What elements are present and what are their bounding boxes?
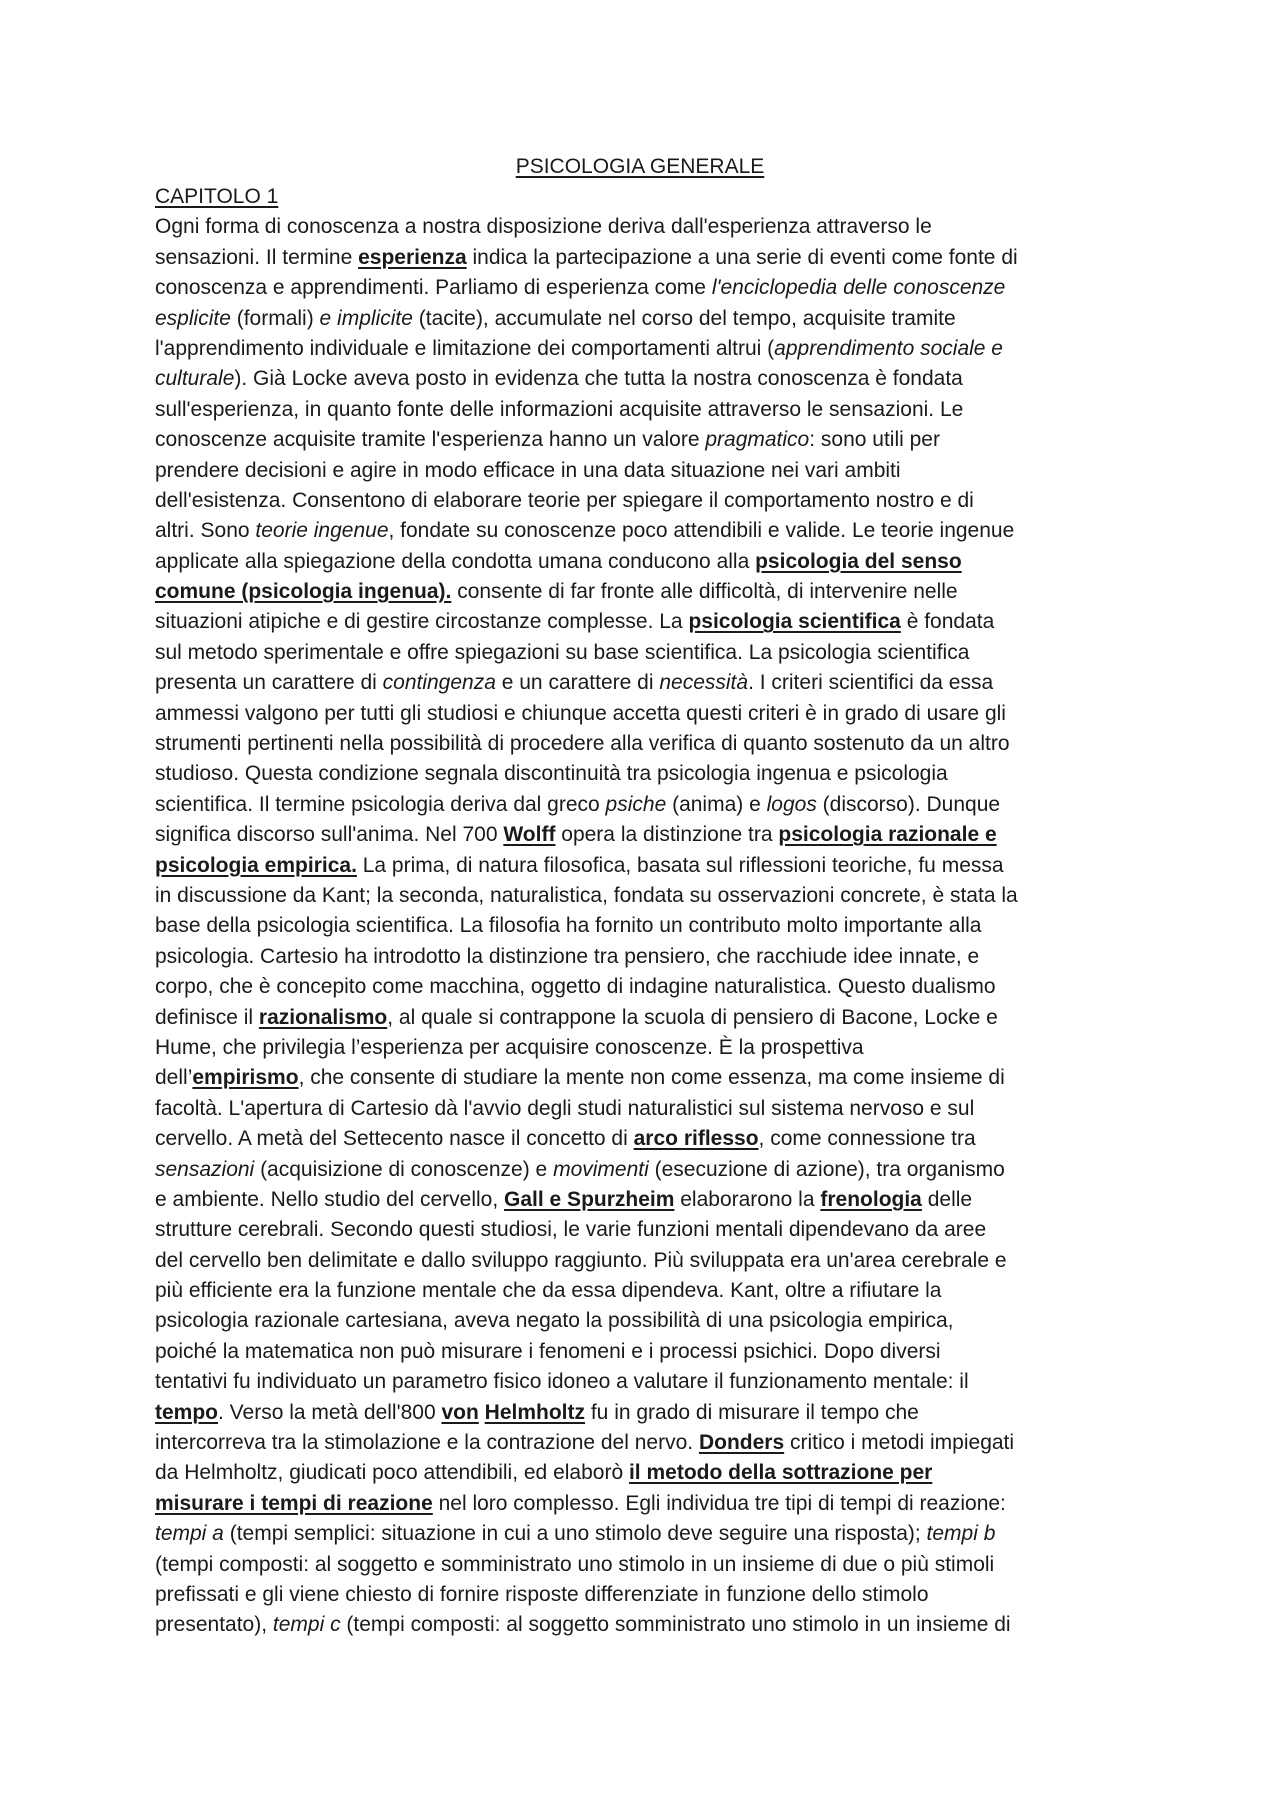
text-line [155, 942, 1155, 972]
text-run: è fondata [900, 610, 995, 634]
text-run: e ambiente. Nello studio del cervello, [155, 1187, 505, 1211]
text-run: (tempi semplici: situazione in cui a uno stimolo deve seguire una risposta); [223, 1522, 927, 1546]
text-line [155, 1215, 1155, 1245]
text-run: sensazioni. Il termine [155, 245, 359, 269]
text-run: strumenti pertinenti nella possibilità di procedere alla verifica di quanto sostenuto da un altro [155, 732, 1010, 756]
text-run: psicologia razionale cartesiana, aveva negato la possibilità di una psicologia empirica, [155, 1309, 954, 1333]
text-run: opera la distinzione tra [555, 823, 779, 847]
text-run: (tempi composti: al soggetto somministrato uno stimolo in un insieme di [340, 1613, 1011, 1637]
text-line [155, 972, 1155, 1002]
text-run: da Helmholtz, giudicati poco attendibili, ed elaborò [155, 1461, 629, 1485]
text-run: sull'esperienza, in quanto fonte delle informazioni acquisite attraverso le sensazioni. Le [155, 397, 964, 421]
key-term: comune (psicologia ingenua). [155, 580, 452, 604]
text-run: facoltà. L'apertura di Cartesio dà l'avvio degli studi naturalistici sul sistema nervoso e sul [155, 1096, 975, 1120]
text-line [155, 486, 1155, 516]
text-run: . Verso la metà dell'800 [218, 1400, 442, 1424]
text-run: Ogni forma di conoscenza a nostra disposizione deriva dall'esperienza attraverso le [155, 215, 932, 239]
text-line [155, 759, 1155, 789]
text-run: situazioni atipiche e di gestire circostanze complesse. La [155, 610, 689, 634]
emphasis-text: sensazioni [155, 1157, 255, 1181]
emphasis-text: pragmatico [705, 428, 810, 452]
text-line [155, 881, 1155, 911]
emphasis-text: contingenza [382, 671, 496, 695]
text-run: Hume, che privilegia l’esperienza per acquisire conoscenze. È la prospettiva [155, 1035, 864, 1059]
text-run: altri. Sono [155, 519, 256, 543]
text-run: elaborarono la [674, 1187, 821, 1211]
text-line [155, 1519, 1155, 1549]
key-term: psicologia del senso [755, 549, 962, 573]
text-run: studioso. Questa condizione segnala discontinuità tra psicologia ingenua e psicologia [155, 762, 948, 786]
text-run: : sono utili per [809, 428, 940, 452]
text-line [155, 1580, 1155, 1610]
text-run: , come connessione tra [758, 1127, 976, 1151]
key-term: Helmholtz [484, 1400, 586, 1424]
text-line [155, 1185, 1155, 1215]
key-term: il metodo della sottrazione per [628, 1461, 933, 1485]
text-line [155, 1003, 1155, 1033]
text-line [155, 364, 1155, 394]
text-run: presentato), [155, 1613, 273, 1637]
emphasis-text: tempi b [926, 1522, 996, 1546]
text-line [155, 212, 1155, 242]
emphasis-text: tempi a [155, 1522, 224, 1546]
text-line [155, 1246, 1155, 1276]
text-run: (esecuzione di azione), tra organismo [648, 1157, 1005, 1181]
text-run: (discorso). Dunque [816, 792, 1001, 816]
text-line [155, 729, 1155, 759]
text-line [155, 273, 1155, 303]
emphasis-text: psiche [605, 792, 667, 816]
text-run: fu in grado di misurare il tempo che [585, 1400, 919, 1424]
emphasis-text: teorie ingenue [255, 519, 389, 543]
text-run: ammessi valgono per tutti gli studiosi e chiunque accetta questi criteri è in grado di usare gli [155, 701, 1006, 725]
emphasis-text: necessità [659, 671, 749, 695]
text-line [155, 1367, 1155, 1397]
emphasis-text: esplicite [155, 306, 231, 330]
text-run: cervello. A metà del Settecento nasce il concetto di [155, 1127, 634, 1151]
document-title: PSICOLOGIA GENERALE [515, 155, 765, 178]
text-line [155, 1489, 1155, 1519]
text-run: (tempi composti: al soggetto e somministrato uno stimolo in un insieme di due o più stimoli [155, 1552, 995, 1576]
key-term: von [441, 1400, 479, 1424]
text-run: conoscenza e apprendimenti. Parliamo di esperienza come [155, 276, 712, 300]
text-run: in discussione da Kant; la seconda, naturalistica, fondata su osservazioni concrete, è stata la [155, 883, 1018, 907]
text-line [155, 1428, 1155, 1458]
key-term: esperienza [358, 245, 467, 269]
text-line [155, 304, 1155, 334]
text-run: , fondate su conoscenze poco attendibili e valide. Le teorie ingenue [388, 519, 1015, 543]
key-term: razionalismo [258, 1005, 388, 1029]
emphasis-text: l'enciclopedia delle conoscenze [711, 276, 1006, 300]
text-line [155, 851, 1155, 881]
key-term: psicologia razionale e [778, 823, 997, 847]
text-run: La prima, di natura filosofica, basata sul riflessioni teoriche, fu messa [356, 853, 1004, 877]
text-line [155, 243, 1155, 273]
text-line [155, 1550, 1155, 1580]
key-term: Gall e Spurzheim [504, 1187, 675, 1211]
text-run: (formali) [230, 306, 320, 330]
text-run: base della psicologia scientifica. La filosofia ha fornito un contributo molto importante alla [155, 914, 982, 938]
text-run: poiché la matematica non può misurare i fenomeni e i processi psichici. Dopo diversi [155, 1339, 941, 1363]
text-line [155, 911, 1155, 941]
text-line [155, 334, 1155, 364]
text-run: (tacite), accumulate nel corso del tempo, acquisite tramite [412, 306, 956, 330]
text-run: definisce il [155, 1005, 259, 1029]
text-run: conoscenze acquisite tramite l'esperienza hanno un valore [155, 428, 706, 452]
emphasis-text: tempi c [272, 1613, 341, 1637]
text-line [155, 547, 1155, 577]
text-run: corpo, che è concepito come macchina, oggetto di indagine naturalistica. Questo dualismo [155, 975, 996, 999]
text-run: critico i metodi impiegati [784, 1431, 1015, 1455]
text-run: sul metodo sperimentale e offre spiegazioni su base scientifica. La psicologia scientifica [155, 640, 970, 664]
key-term: misurare i tempi di reazione [155, 1491, 433, 1515]
text-run: , al quale si contrappone la scuola di pensiero di Bacone, Locke e [387, 1005, 998, 1029]
text-run: , che consente di studiare la mente non come essenza, ma come insieme di [298, 1066, 1005, 1090]
emphasis-text: movimenti [553, 1157, 649, 1181]
text-line [155, 395, 1155, 425]
text-line [155, 456, 1155, 486]
text-run: ). Già Locke aveva posto in evidenza che tutta la nostra conoscenza è fondata [234, 367, 963, 391]
text-run: significa discorso sull'anima. Nel 700 [155, 823, 504, 847]
text-line [155, 607, 1155, 637]
text-line [155, 1124, 1155, 1154]
text-line [155, 1306, 1155, 1336]
text-run: scientifica. Il termine psicologia deriva dal greco [155, 792, 606, 816]
document-body [155, 182, 1155, 1641]
key-term: psicologia empirica. [155, 853, 357, 877]
text-run: delle [921, 1187, 973, 1211]
text-line [155, 1094, 1155, 1124]
chapter-heading-line [155, 182, 1155, 212]
text-run: . I criteri scientifici da essa [748, 671, 994, 695]
text-line [155, 425, 1155, 455]
key-term: arco riflesso [633, 1127, 759, 1151]
text-line [155, 516, 1155, 546]
key-term: Donders [698, 1431, 785, 1455]
text-run: nel loro complesso. Egli individua tre tipi di tempi di reazione: [432, 1491, 1006, 1515]
chapter-heading: CAPITOLO 1 [155, 185, 279, 208]
text-run: strutture cerebrali. Secondo questi studiosi, le varie funzioni mentali dipendevano da aree [155, 1218, 987, 1242]
text-line [155, 1155, 1155, 1185]
emphasis-text: apprendimento sociale e [774, 336, 1003, 360]
text-run: psicologia. Cartesio ha introdotto la distinzione tra pensiero, che racchiude idee innate, e [155, 944, 980, 968]
text-line [155, 699, 1155, 729]
emphasis-text: culturale [155, 367, 235, 391]
text-run: intercorreva tra la stimolazione e la contrazione del nervo. [155, 1431, 699, 1455]
text-line [155, 1458, 1155, 1488]
key-term: empirismo [192, 1066, 299, 1090]
key-term: frenologia [820, 1187, 922, 1211]
text-run: prefissati e gli viene chiesto di fornire risposte differenziate in funzione dello stimolo [155, 1582, 929, 1606]
text-line [155, 1337, 1155, 1367]
text-run: presenta un carattere di [155, 671, 383, 695]
text-run: tentativi fu individuato un parametro fisico idoneo a valutare il funzionamento mentale: il [155, 1370, 969, 1394]
key-term: Wolff [503, 823, 556, 847]
text-line [155, 1063, 1155, 1093]
text-run: indica la partecipazione a una serie di eventi come fonte di [466, 245, 1018, 269]
emphasis-text: e implicite [319, 306, 413, 330]
text-run: del cervello ben delimitate e dallo sviluppo raggiunto. Più sviluppata era un'area cerebrale e [155, 1248, 1007, 1272]
key-term: psicologia scientifica [688, 610, 901, 634]
text-line [155, 668, 1155, 698]
text-run: consente di far fronte alle difficoltà, di intervenire nelle [451, 580, 958, 604]
text-run: dell’ [155, 1066, 193, 1090]
text-run: (anima) e [666, 792, 767, 816]
text-line [155, 638, 1155, 668]
emphasis-text: logos [766, 792, 817, 816]
text-line [155, 1610, 1155, 1640]
text-run: l'apprendimento individuale e limitazione dei comportamenti altrui ( [155, 336, 775, 360]
text-run: applicate alla spiegazione della condotta umana conducono alla [155, 549, 756, 573]
text-line [155, 577, 1155, 607]
text-line [155, 790, 1155, 820]
text-line [155, 1398, 1155, 1428]
text-run: (acquisizione di conoscenze) e [254, 1157, 554, 1181]
text-line [155, 1276, 1155, 1306]
text-line [155, 1033, 1155, 1063]
key-term: tempo [155, 1400, 218, 1424]
text-line [155, 820, 1155, 850]
text-run: più efficiente era la funzione mentale che da essa dipendeva. Kant, oltre a rifiutare la [155, 1279, 942, 1303]
text-run: e un carattere di [495, 671, 660, 695]
text-run: prendere decisioni e agire in modo efficace in una data situazione nei vari ambiti [155, 458, 901, 482]
text-run: dell'esistenza. Consentono di elaborare teorie per spiegare il comportamento nostro e di [155, 488, 974, 512]
